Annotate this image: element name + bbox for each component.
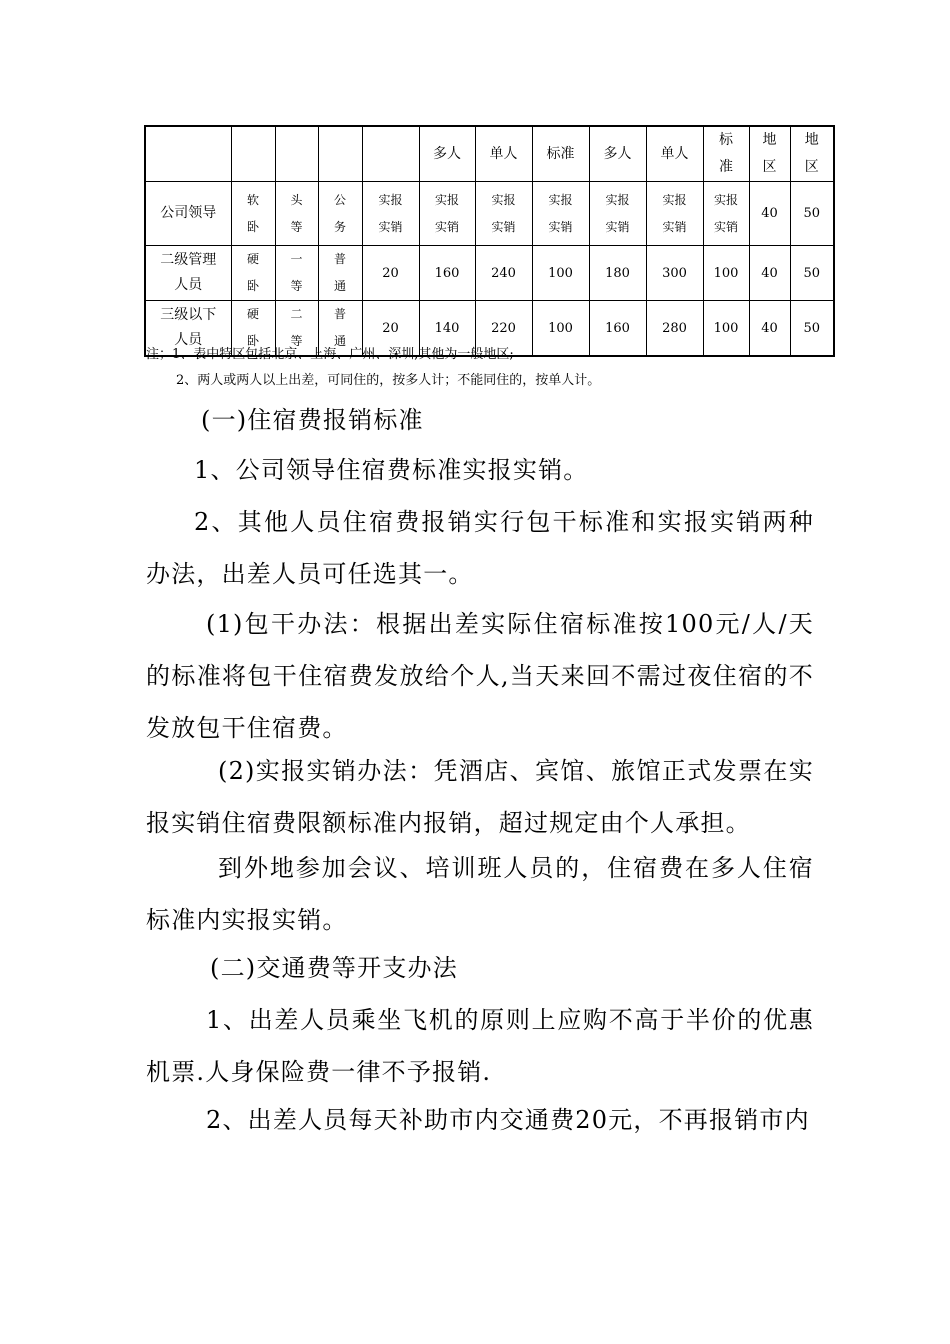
- table-cell: 单人: [646, 126, 703, 182]
- table-cell: 180: [589, 246, 646, 301]
- table-cell: 二级管理 人员: [145, 246, 231, 301]
- table-cell: 300: [646, 246, 703, 301]
- table-header-row: [145, 126, 834, 182]
- table-cell: 50: [790, 301, 834, 357]
- table-cell: 实报 实销: [419, 182, 475, 246]
- table-cell: [145, 126, 231, 182]
- paragraph: (1)包干办法：根据出差实际住宿标准按100元/人/天的标准将包干住宿费发放给个人,当天来回不需过夜住宿的不发放包干住宿费。: [146, 610, 814, 742]
- paragraph: 1、出差人员乘坐飞机的原则上应购不高于半价的优惠机票.人身保险费一律不予报销.: [146, 1006, 814, 1086]
- table-cell: 地 区: [790, 126, 834, 182]
- table-cell: 头 等: [275, 182, 318, 246]
- table-row: [145, 182, 834, 246]
- table-note-1: 注；1、表中特区包括北京、上海、广州、深圳,其他为一般地区;: [146, 347, 514, 362]
- table-cell: 普 通: [318, 301, 362, 357]
- paragraph: (2)实报实销办法：凭酒店、宾馆、旅馆正式发票在实报实销住宿费限额标准内报销，超过规定由个人承担。: [146, 757, 814, 837]
- table-cell: 普 通: [318, 246, 362, 301]
- table-cell: 220: [475, 301, 532, 357]
- table-cell: 多人: [419, 126, 475, 182]
- table-cell: [362, 126, 419, 182]
- table-row: [145, 246, 834, 301]
- table-cell: 240: [475, 246, 532, 301]
- table-cell: 40: [749, 246, 790, 301]
- table-cell: [231, 126, 275, 182]
- table-cell: 160: [419, 246, 475, 301]
- table-cell: 实报 实销: [475, 182, 532, 246]
- table-cell: 50: [790, 246, 834, 301]
- travel-expense-standards-table: [144, 125, 835, 357]
- paragraph: 2、出差人员每天补助市内交通费20元，不再报销市内: [206, 1106, 810, 1134]
- table-cell: 40: [749, 301, 790, 357]
- table-cell: 二 等: [275, 301, 318, 357]
- table-cell: 三级以下 人员: [145, 301, 231, 357]
- table-cell: 软 卧: [231, 182, 275, 246]
- table-cell: 实报 实销: [703, 182, 749, 246]
- table-cell: 140: [419, 301, 475, 357]
- table-cell: 40: [749, 182, 790, 246]
- table-cell: 多人: [589, 126, 646, 182]
- table-cell: 实报 实销: [646, 182, 703, 246]
- table-cell: 100: [703, 246, 749, 301]
- table-cell: [275, 126, 318, 182]
- table-cell: 20: [362, 301, 419, 357]
- table-note-2: 2、两人或两人以上出差，可同住的，按多人计；不能同住的，按单人计。: [176, 373, 601, 388]
- table-cell: 标 准: [703, 126, 749, 182]
- paragraph: 2、其他人员住宿费报销实行包干标准和实报实销两种办法，出差人员可任选其一。: [146, 508, 814, 588]
- table-cell: 20: [362, 246, 419, 301]
- table-cell: 标准: [532, 126, 589, 182]
- section-heading-lodging: (一)住宿费报销标准: [201, 406, 424, 434]
- table-cell: 50: [790, 182, 834, 246]
- table-cell: 100: [532, 301, 589, 357]
- table-cell: 实报 实销: [589, 182, 646, 246]
- paragraph: 1、公司领导住宿费标准实报实销。: [194, 456, 589, 484]
- table-cell: [318, 126, 362, 182]
- table-cell: 硬 卧: [231, 301, 275, 357]
- table-cell: 280: [646, 301, 703, 357]
- table-cell: 公 务: [318, 182, 362, 246]
- table-cell: 硬 卧: [231, 246, 275, 301]
- table-cell: 100: [703, 301, 749, 357]
- table-cell: 公司领导: [145, 182, 231, 246]
- table-cell: 100: [532, 246, 589, 301]
- paragraph: 到外地参加会议、培训班人员的，住宿费在多人住宿标准内实报实销。: [146, 854, 814, 934]
- table-cell: 地 区: [749, 126, 790, 182]
- table-cell: 单人: [475, 126, 532, 182]
- table-cell: 实报 实销: [532, 182, 589, 246]
- section-heading-transport: (二)交通费等开支办法: [210, 954, 458, 982]
- table-cell: 实报 实销: [362, 182, 419, 246]
- table-cell: 160: [589, 301, 646, 357]
- table-cell: 一 等: [275, 246, 318, 301]
